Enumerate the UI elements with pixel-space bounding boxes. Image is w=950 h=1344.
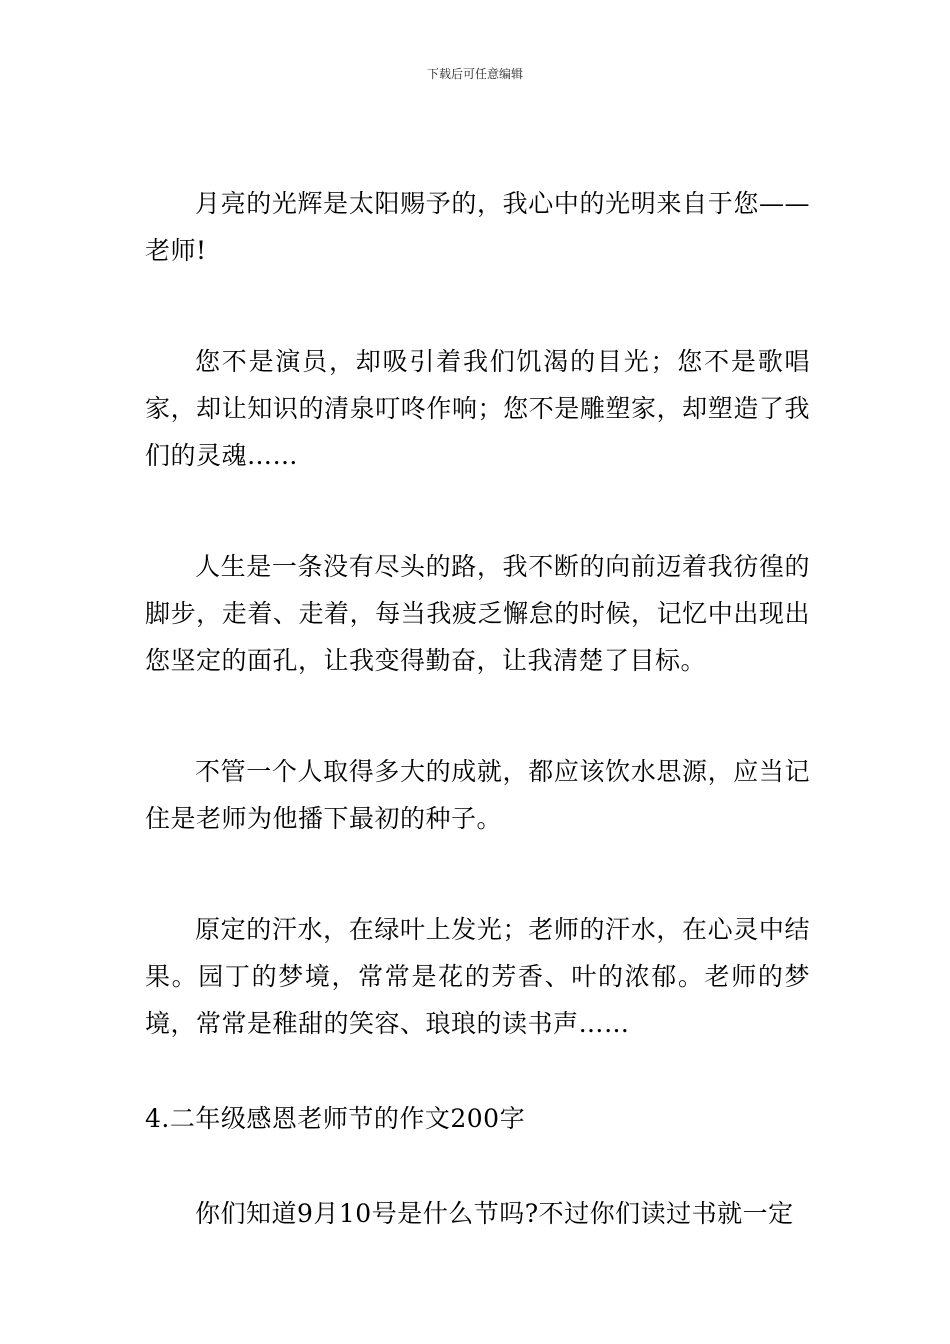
paragraph-spacer bbox=[145, 1047, 810, 1095]
paragraph-spacer bbox=[145, 1142, 810, 1190]
paragraph-spacer bbox=[145, 684, 810, 748]
paragraph-3: 人生是一条没有尽头的路，我不断的向前迈着我彷徨的脚步，走着、走着，每当我疲乏懈怠的时候，记忆中出现出您坚定的面孔，让我变得勤奋，让我清楚了目标。 bbox=[145, 552, 810, 675]
paragraph-spacer bbox=[145, 274, 810, 338]
paragraph-spacer bbox=[145, 842, 810, 906]
paragraph-1: 月亮的光辉是太阳赐予的，我心中的光明来自于您——老师! bbox=[145, 189, 810, 265]
paragraph-spacer bbox=[145, 479, 810, 543]
paragraph-4: 不管一个人取得多大的成就，都应该饮水思源，应当记住是老师为他播下最初的种子。 bbox=[145, 757, 810, 833]
page-header-watermark: 下载后可任意编辑 bbox=[426, 67, 523, 81]
paragraph-5: 原定的汗水，在绿叶上发光；老师的汗水，在心灵中结果。园丁的梦境，常常是花的芳香、叶的浓郁。老师的梦境，常常是稚甜的笑容、琅琅的读书声…… bbox=[145, 915, 810, 1038]
section-heading: 4.二年级感恩老师节的作文200字 bbox=[145, 1104, 526, 1133]
document-body bbox=[145, 180, 810, 1237]
paragraph-6: 你们知道9月10号是什么节吗?不过你们读过书就一定 bbox=[195, 1199, 794, 1228]
paragraph-2: 您不是演员，却吸引着我们饥渴的目光；您不是歌唱家，却让知识的清泉叮咚作响；您不是雕塑家，却塑造了我们的灵魂…… bbox=[145, 347, 810, 470]
